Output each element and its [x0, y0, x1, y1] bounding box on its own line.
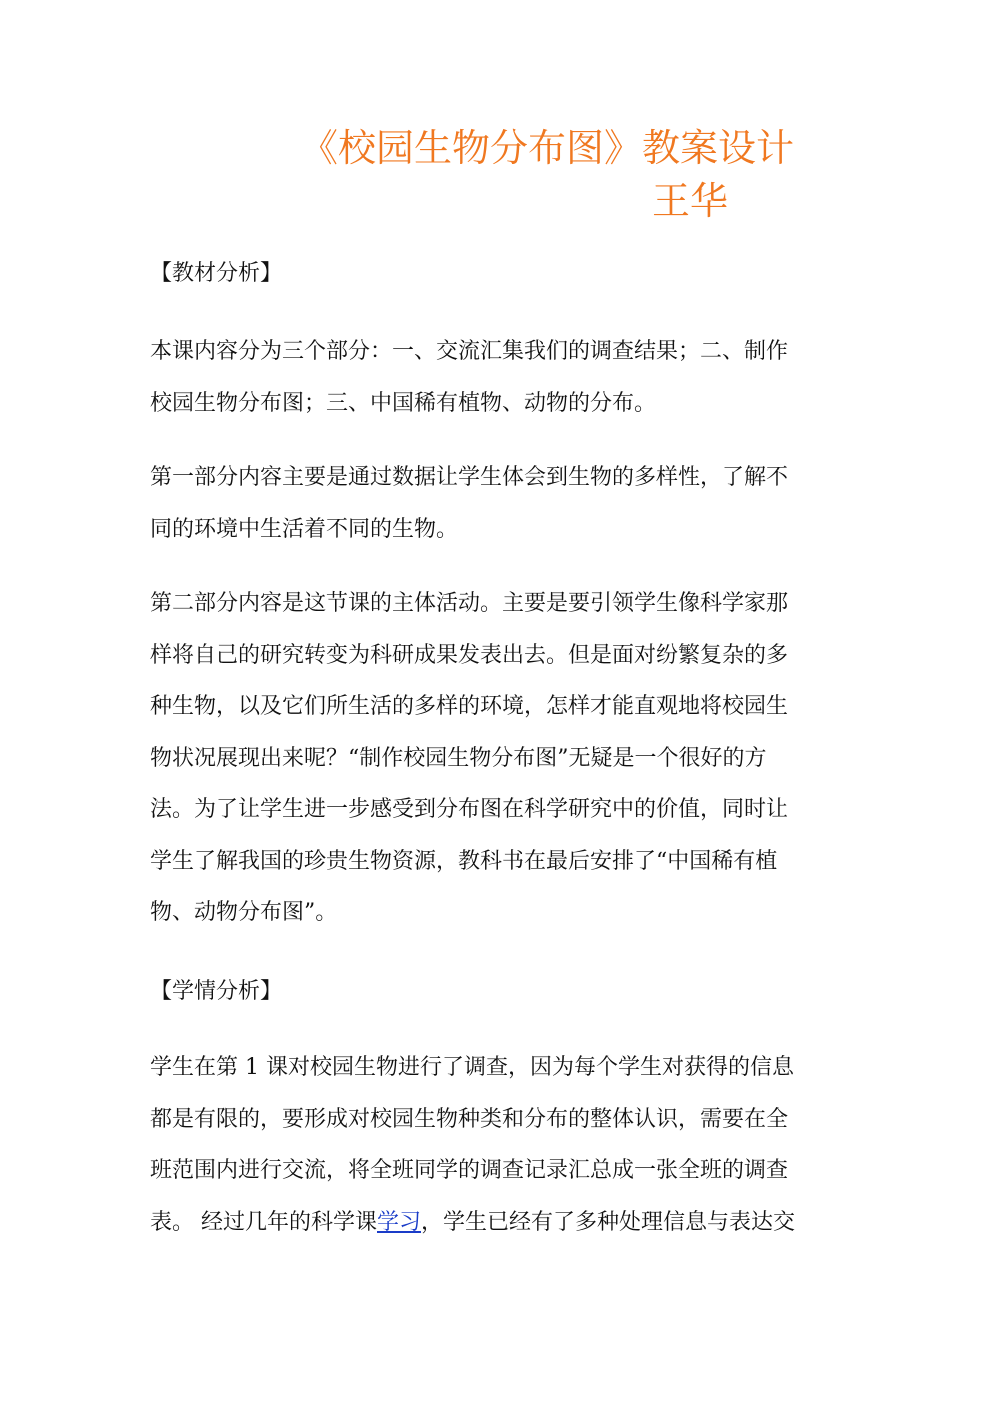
section-heading-learner-analysis: 【学情分析】 [150, 979, 283, 1004]
text-line: 物、动物分布图”。 [150, 900, 338, 925]
text-segment: 表。 经过几年的科学课 [150, 1209, 377, 1235]
text-line: 法。为了让学生进一步感受到分布图在科学研究中的价值，同时让 [150, 797, 789, 822]
text-line-with-link [150, 1197, 850, 1249]
text-line: 样将自己的研究转变为科研成果发表出去。但是面对纷繁复杂的多 [150, 642, 789, 668]
paragraph [150, 452, 850, 555]
text-line: 同的环境中生活着不同的生物。 [150, 516, 459, 542]
text-line: 本课内容分为三个部分：一、交流汇集我们的调查结果；二、制作 [150, 339, 789, 364]
text-line: 种生物，以及它们所生活的多样的环境，怎样才能直观地将校园生 [150, 694, 789, 719]
document-title: 《校园生物分布图》教案设计 [300, 126, 795, 170]
text-segment: ，学生已经有了多种处理信息与表达交 [421, 1209, 796, 1235]
text-line: 班范围内进行交流，将全班同学的调查记录汇总成一张全班的调查 [150, 1158, 789, 1183]
section-heading-textbook-analysis: 【教材分析】 [150, 261, 283, 286]
paragraph [150, 326, 850, 429]
text-line: 学生了解我国的珍贵生物资源，教科书在最后安排了“中国稀有植 [150, 848, 778, 874]
text-line: 第一部分内容主要是通过数据让学生体会到生物的多样性，了解不 [150, 465, 789, 490]
text-line: 学生在第 1 课对校园生物进行了调查，因为每个学生对获得的信息 [150, 1055, 794, 1080]
text-line: 第二部分内容是这节课的主体活动。主要是要引领学生像科学家那 [150, 591, 789, 616]
study-link[interactable]: 学习 [377, 1209, 422, 1235]
text-line: 物状况展现出来呢？“制作校园生物分布图”无疑是一个很好的方 [150, 745, 767, 771]
paragraph [150, 1042, 850, 1248]
text-line: 校园生物分布图；三、中国稀有植物、动物的分布。 [150, 390, 657, 416]
document-author: 王华 [652, 179, 729, 223]
text-line: 都是有限的，要形成对校园生物种类和分布的整体认识，需要在全 [150, 1106, 789, 1132]
paragraph [150, 578, 850, 939]
